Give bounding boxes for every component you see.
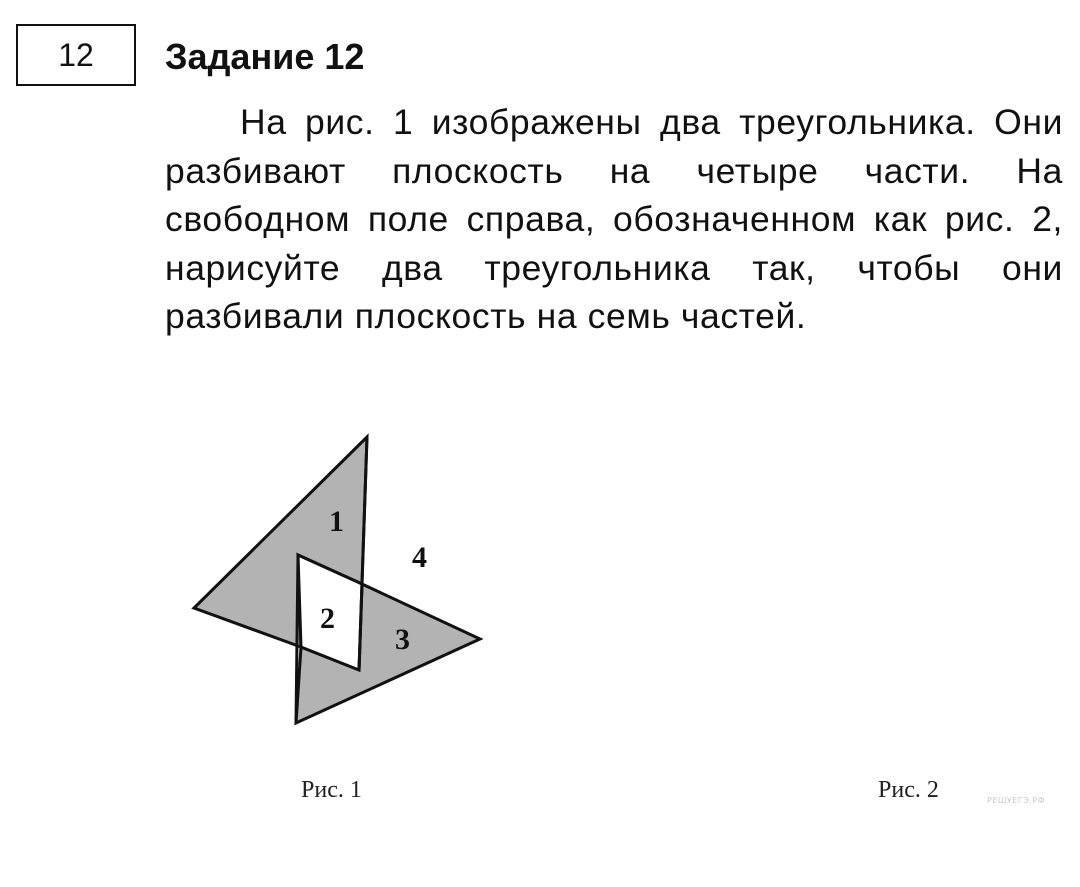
region-label-4: 4 [412,541,427,574]
task-text: На рис. 1 изображены два треугольника. Они разбивают плоскость на четыре части. На свободном поле справа, обозначенном как рис. 2, нарисуйте два треугольника так, чтобы они разбивали плоскость на семь частей. [165,102,1063,336]
region-label-3: 3 [395,623,410,656]
task-title: Задание 12 [165,36,365,77]
figure-2-caption: Рис. 2 [878,777,939,803]
watermark-logo: РЕШУЕГЭ.РФ [987,796,1046,805]
task-number-box [16,24,136,86]
figure-1-caption: Рис. 1 [301,777,362,803]
region-label-2: 2 [320,602,335,635]
figure-1-drawing [180,425,500,735]
task-number: 12 [58,36,94,73]
figure-1 [180,425,500,735]
region-label-1: 1 [329,505,344,538]
